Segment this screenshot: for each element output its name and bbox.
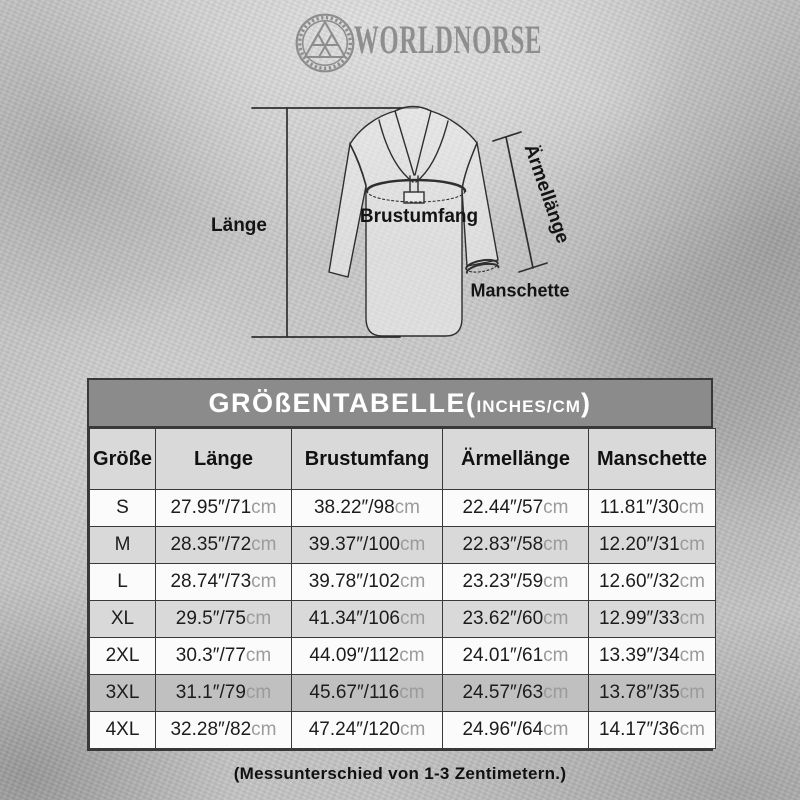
measurement-cell: 31.1″/79cm (156, 675, 292, 712)
measurement-cell: 14.17″/36cm (589, 712, 716, 749)
measurement-cell: 12.99″/33cm (589, 601, 716, 638)
col-header-laenge: Länge (156, 429, 292, 490)
table-row (90, 564, 716, 601)
table-row (90, 490, 716, 527)
measurement-cell: 28.35″/72cm (156, 527, 292, 564)
measurement-cell: 39.78″/102cm (292, 564, 443, 601)
measurement-disclaimer: (Messunterschied von 1-3 Zentimetern.) (233, 764, 567, 783)
brand-wordmark: WORLDNORSE (354, 17, 543, 62)
label-laenge: Länge (211, 215, 267, 236)
measurement-cell: 23.62″/60cm (443, 601, 589, 638)
col-header-manschette: Manschette (589, 429, 716, 490)
table-title-close: ) (580, 387, 592, 418)
size-cell: 4XL (90, 712, 156, 749)
col-header-brustumfang: Brustumfang (292, 429, 443, 490)
size-table (87, 378, 713, 751)
measurement-cell: 12.20″/31cm (589, 527, 716, 564)
table-title-bar (89, 380, 711, 428)
measurement-cell: 41.34″/106cm (292, 601, 443, 638)
measurement-cell: 12.60″/32cm (589, 564, 716, 601)
table-row (90, 638, 716, 675)
garment-diagram (0, 0, 800, 360)
measurement-cell: 11.81″/30cm (589, 490, 716, 527)
table-header-row (90, 429, 716, 490)
measurement-cell: 24.57″/63cm (443, 675, 589, 712)
table-row (90, 712, 716, 749)
table-title-unit: INCHES/CM (476, 396, 581, 416)
col-header-aermellaenge: Ärmellänge (443, 429, 589, 490)
size-cell: XL (90, 601, 156, 638)
measurement-cell: 22.83″/58cm (443, 527, 589, 564)
measurement-cell: 13.39″/34cm (589, 638, 716, 675)
measurement-cell: 24.01″/61cm (443, 638, 589, 675)
measurement-cell: 32.28″/82cm (156, 712, 292, 749)
table-row (90, 675, 716, 712)
measurement-cell: 24.96″/64cm (443, 712, 589, 749)
measurement-cell: 47.24″/120cm (292, 712, 443, 749)
label-brustumfang: Brustumfang (359, 206, 479, 227)
size-cell: L (90, 564, 156, 601)
measurement-cell: 28.74″/73cm (156, 564, 292, 601)
measurement-cell: 30.3″/77cm (156, 638, 292, 675)
label-aermellaenge: Ärmellänge (519, 141, 574, 247)
table-title: GRÖßENTABELLE( (208, 387, 477, 418)
measurement-cell: 27.95″/71cm (156, 490, 292, 527)
table-row (90, 527, 716, 564)
measurement-cell: 29.5″/75cm (156, 601, 292, 638)
size-cell: 2XL (90, 638, 156, 675)
measurement-cell: 23.23″/59cm (443, 564, 589, 601)
size-cell: M (90, 527, 156, 564)
size-cell: S (90, 490, 156, 527)
table-row (90, 601, 716, 638)
measurement-cell: 39.37″/100cm (292, 527, 443, 564)
size-cell: 3XL (90, 675, 156, 712)
col-header-groesse: Größe (90, 429, 156, 490)
measurement-cell: 22.44″/57cm (443, 490, 589, 527)
measurement-cell: 13.78″/35cm (589, 675, 716, 712)
measurement-cell: 38.22″/98cm (292, 490, 443, 527)
label-manschette: Manschette (470, 280, 570, 301)
measurement-cell: 45.67″/116cm (292, 675, 443, 712)
measurement-cell: 44.09″/112cm (292, 638, 443, 675)
